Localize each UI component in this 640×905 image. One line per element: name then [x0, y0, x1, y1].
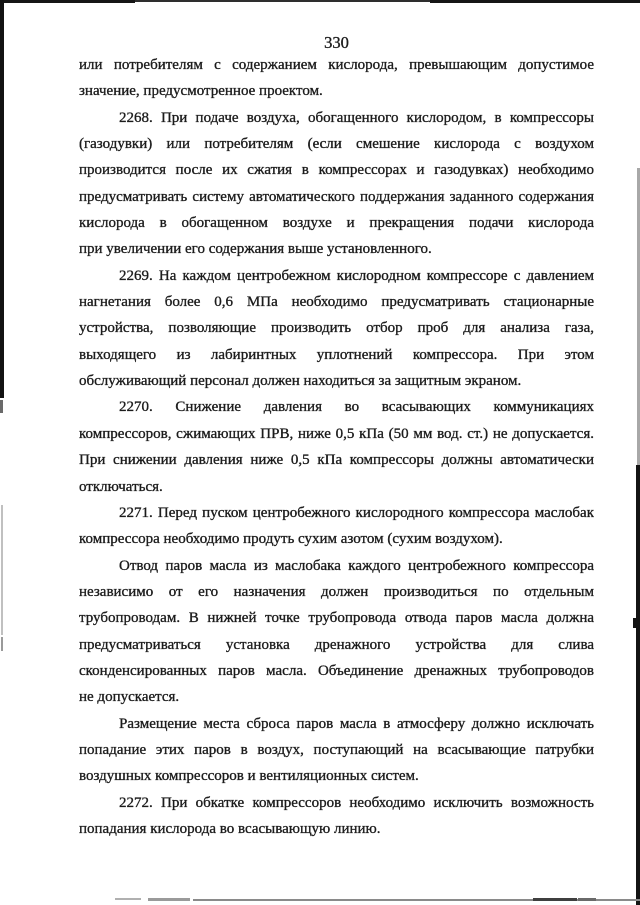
- text-line: при увеличении его содержания выше установленного.: [79, 241, 432, 258]
- paragraph: [79, 263, 594, 395]
- paragraph: [79, 711, 594, 790]
- text-line: 2271. Перед пуском центробежного кислородного компрессора маслобак: [119, 504, 594, 521]
- paragraph: [79, 553, 594, 711]
- text-line: компрессоров, сжимающих ПРВ, ниже 0,5 кПа (50 мм вод. ст.) не допускается.: [79, 425, 594, 442]
- text-line: компрессора необходимо продуть сухим азотом (сухим воздухом).: [79, 531, 503, 548]
- scan-artifact-bottom-dark-1: [533, 898, 577, 901]
- document-text: [79, 52, 594, 842]
- paragraph: [79, 52, 594, 105]
- text-line: или потребителям с содержанием кислорода, превышающим допустимое: [79, 57, 594, 73]
- scan-artifact-left-faint-line: [1, 505, 3, 635]
- text-line: отключаться.: [79, 478, 163, 495]
- text-line: 2270. Снижение давления во всасывающих коммуникациях: [119, 399, 594, 416]
- text-line: При снижении давления ниже 0,5 кПа компрессоры должны автоматически: [79, 452, 594, 469]
- scan-artifact-left-tick-1: [0, 400, 3, 413]
- text-line: нагнетания более 0,6 МПа необходимо предусматривать стационарные: [79, 294, 594, 311]
- paragraph: [79, 394, 594, 499]
- text-line: 2272. При обкатке компрессоров необходимо исключить возможность: [119, 794, 594, 811]
- paragraph: [79, 500, 594, 553]
- text-line: выходящего из лабиринтных уплотнений компрессора. При этом: [79, 346, 594, 363]
- scan-artifact-left-tick-2: [1, 637, 3, 651]
- scan-artifact-top-edge-left: [0, 0, 135, 3]
- page-number: 330: [324, 33, 349, 52]
- text-line: предусматриваться установка дренажного устройства для слива: [79, 636, 594, 653]
- text-line: трубопроводам. В нижней точке трубопровода отвода паров масла должна: [79, 610, 594, 627]
- paragraph: [79, 790, 594, 843]
- scan-artifact-bottom-dark-2: [578, 898, 596, 901]
- paragraph: [79, 105, 594, 263]
- scan-artifact-right-notch: [633, 618, 640, 628]
- text-line: попадания кислорода во всасывающую линию.: [79, 820, 381, 837]
- scan-artifact-left-edge: [0, 0, 4, 398]
- text-line: сконденсированных паров масла. Объединение дренажных трубопроводов: [79, 662, 594, 679]
- text-line: независимо от его назначения должен производиться по отдельным: [79, 583, 594, 600]
- text-line: обслуживающий персонал должен находиться за защитным экраном.: [79, 373, 522, 390]
- scan-artifact-right-edge-dark: [636, 465, 640, 905]
- text-line: значение, предусмотренное проектом.: [79, 83, 323, 100]
- scan-artifact-bottom-dash-2: [148, 898, 190, 901]
- text-line: (газодувки) или потребителям (если смешение кислорода с воздухом: [79, 136, 594, 153]
- text-line: 2269. На каждом центробежном кислородном компрессоре с давлением: [119, 267, 594, 284]
- text-line: 2268. При подаче воздуха, обогащенного кислородом, в компрессоры: [119, 109, 594, 126]
- text-line: не допускается.: [79, 689, 180, 706]
- scan-artifact-bottom-dash-1: [115, 898, 141, 900]
- scan-artifact-top-edge-right: [430, 0, 640, 3]
- text-line: воздушных компрессоров и вентиляционных систем.: [79, 768, 419, 785]
- text-line: кислорода в обогащенном воздухе и прекращения подачи кислорода: [79, 215, 594, 232]
- text-line: предусматривать систему автоматического поддержания заданного содержания: [79, 188, 594, 205]
- text-line: попадание этих паров в воздух, поступающий на всасывающие патрубки: [79, 741, 594, 758]
- text-line: Отвод паров масла из маслобака каждого центробежного компрессора: [119, 557, 594, 574]
- text-line: Размещение места сброса паров масла в атмосферу должно исключать: [119, 715, 594, 732]
- text-line: производится после их сжатия в компрессорах и газодувках) необходимо: [79, 162, 594, 179]
- text-line: устройства, позволяющие производить отбор проб для анализа газа,: [79, 320, 594, 337]
